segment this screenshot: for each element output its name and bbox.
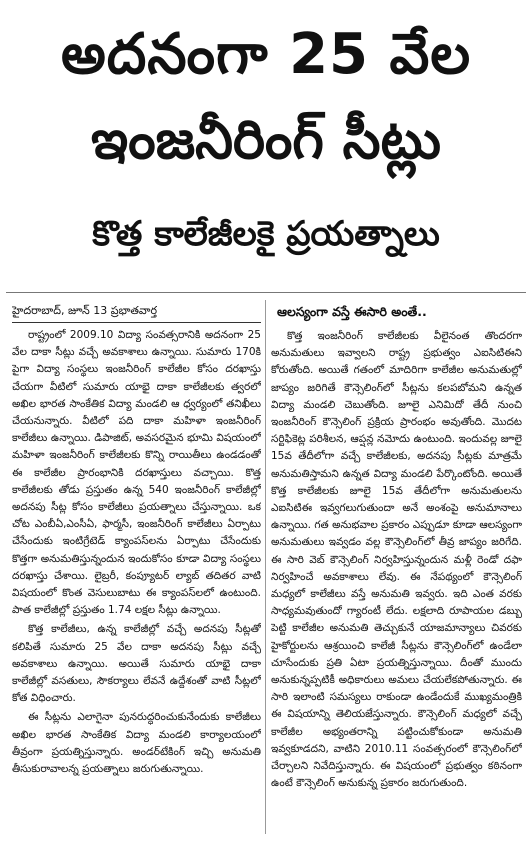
article-paragraph: ఈ సీట్లను ఎలాగైనా పునరుద్ధరించుకునేందుకు కాలేజీలు అఖిల భారత సాంకేతిక విద్యా మండలి కార్యాలయంలో తీవ్రంగా ప్రయత్నిస్తున్నారు. అండర్‌టేకింగ్ ఇచ్చి అనుమతి తీసుకురావాలన్న ప్రయత్నాలు జరుగుతున్నాయి. (12, 711, 261, 776)
headline-line-1: అదనంగా 25 వేల (60, 22, 472, 87)
article-paragraph: కొత్త ఇంజనీరింగ్ కాలేజీలకు వీలైనంత తొందరగా అనుమతులు ఇవ్వాలని రాష్ట్ర ప్రభుత్వం ఎఐసిటిఈని కోరుతోంది. అయితే గతంలో మాదిరిగా కాలేజీల అనుమతుల్లో జాప్యం జరిగితే కౌన్సెలింగ్‌లో సీట్లను కలపబోమని ఉన్నత విద్యా మండలి చెబుతోంది. జూలై ఎనిమిదో తేదీ నుంచి ఇంజనీరింగ్ కౌన్సెలింగ్ ప్రక్రియ ప్రారంభం అవుతోంది. మొదట సర్టిఫికెట్ల పరిశీలన, ఆప్షన్ల నమోదు ఉంటుంది. ఇందువల్ల జూలై 15వ తేదీలోగా వచ్చే కాలేజీలకు, అదనపు సీట్లకు మాత్రమే అనుమతిస్తామని ఉన్నత విద్యా మండలి పేర్కొంటోంది. అయితే కొత్త కాలేజీలకు జూలై 15వ తేదీలోగా అనుమతులను ఎఐసిటిఈ ఇవ్వగలుగుతుందా అనే అంశంపై అనుమానాలు ఉన్నాయి. గత అనుభవాల ప్రకారం ఎప్పుడూ కూడా ఆలస్యంగా అనుమతులు ఇవ్వడం వల్ల కౌన్సెలింగ్‌లో తీవ్ర జాప్యం జరిగేది. ఈ సారి వెబ్ కౌన్సెలింగ్ నిర్వహిస్తున్నందున మళ్లీ రెండో దఫా నిర్వహించే అవకాశాలు లేవు. ఈ నేపథ్యంలో కౌన్సెలింగ్ మధ్యలో కాలేజీలు వస్తే అనుమతి ఇవ్వరు. ఇది ఎంత వరకు సాధ్యమవుతుందో గ్యారంటీ లేదు. లక్షలాది రూపాయల డబ్బు పెట్టి కాలేజీల అనుమతి తెచ్చుకునే యాజమాన్యాలు చివరకు హైకోర్టులను ఆశ్రయించి కాలేజీ సీట్లను కౌన్సెలింగ్‌లో ఉండేలా చూసేందుకు ప్రతి ఏటా ప్రయత్నిస్తున్నాయి. దీంతో ముందు అనుకున్నప్పటికీ అధికారులు అమలు చేయలేకపోతున్నారు. ఈ సారి ఇలాంటి సమస్యలు రాకుండా ఉండేందుకే ముఖ్యమంత్రికి ఈ విషయాన్ని తెలియజేస్తున్నారు. కౌన్సెలింగ్ మధ్యలో వచ్చే కాలేజీల అభ్యంతరాన్ని పట్టించుకోకుండా అనుమతి ఇవ్వకూడదని, వాటిని 2010.11 సంవత్సరంలో కౌన్సెలింగ్‌లో చేర్చాలని నివేదిస్తున్నారు. ఈ విషయంలో ప్రభుత్వం కఠినంగా ఉంటే కౌన్సెలింగ్ అనుకున్న ప్రకారం జరుగుతుంది. (271, 330, 522, 790)
dateline: హైదరాబాద్, జూన్ 13 ప్రభాతవార్త (12, 302, 261, 323)
headline-divider (6, 292, 526, 293)
subheadline: కొత్త కాలేజీలకై ప్రయత్నాలు (92, 214, 440, 254)
article-paragraph: కొత్త కాలేజీలు, ఉన్న కాలేజీల్లో వచ్చే అదనపు సీట్లతో కలిపితే సుమారు 25 వేల దాకా అదనపు సీట్లు వచ్చే అవకాశాలు ఉన్నాయి. అయితే సుమారు యాభై దాకా కాలేజీల్లో వసతులు, సౌకర్యాలు లేవనే ఉద్దేశంతో వాటి సీట్లలో కోత విధించారు. (12, 623, 261, 705)
article-paragraph: రాష్ట్రంలో 2009.10 విద్యా సంవత్సరానికి అదనంగా 25 వేల దాకా సీట్లు వచ్చే అవకాశాలు ఉన్నాయి. సుమారు 170కి పైగా విద్యా సంస్థలు ఇంజనీరింగ్ కాలేజీల కోసం దరఖాస్తు చేయగా వీటిలో సుమారు యాభై దాకా కాలేజీలకు త్వరలో అఖిల భారత సాంకేతిక విద్యా మండలి ఆ ధ్వర్యంలో తనిఖీలు చేయనున్నారు. వీటిలో పది దాకా మహిళా ఇంజనీరింగ్ కాలేజీలు ఉన్నాయి. డిపాజిట్, అవసరమైన భూమి విషయంలో మహిళా ఇంజనీరింగ్ కాలేజీలకు కొన్ని రాయితీలు ఉండడంతో ఈ కాలేజీల ప్రారంభానికి దరఖాస్తులు వచ్చాయి. కొత్త కాలేజీలకు తోడు ప్రస్తుతం ఉన్న 540 ఇంజనీరింగ్ కాలేజీల్లో అదనపు సీట్ల కోసం కాలేజీలు ప్రయత్నాలు చేస్తున్నాయి. ఒక చోట ఎంబీఏ,ఎంసీఏ, ఫార్మసీ, ఇంజనీరింగ్ కాలేజీలు ఏర్పాటు చేసేందుకు ఇంటిగ్రేటెడ్ క్యాంపస్‌లను ఏర్పాటు చేసేందుకు కొత్తగా అనుమతిస్తున్నందున ఇందుకోసం కూడా విద్యా సంస్థలు దరఖాస్తు చేశాయి. లైబ్రరీ, కంప్యూటర్ ల్యాబ్ తదితర వాటి విషయంలో కొంత వెసులుబాటు ఈ క్యాంపస్‌లలో ఉంటుంది. పాత కాలేజీల్లో ప్రస్తుతం 1.74 లక్షల సీట్లు ఉన్నాయి. (12, 329, 261, 617)
column-separator (265, 300, 266, 834)
headline-line-2: ఇంజనీరింగ్ సీట్లు (91, 108, 441, 171)
article-column-right (271, 302, 522, 836)
section-kicker: ఆలస్యంగా వస్తే ఈసారి అంతే.. (277, 304, 427, 319)
article-column-left (12, 302, 261, 836)
